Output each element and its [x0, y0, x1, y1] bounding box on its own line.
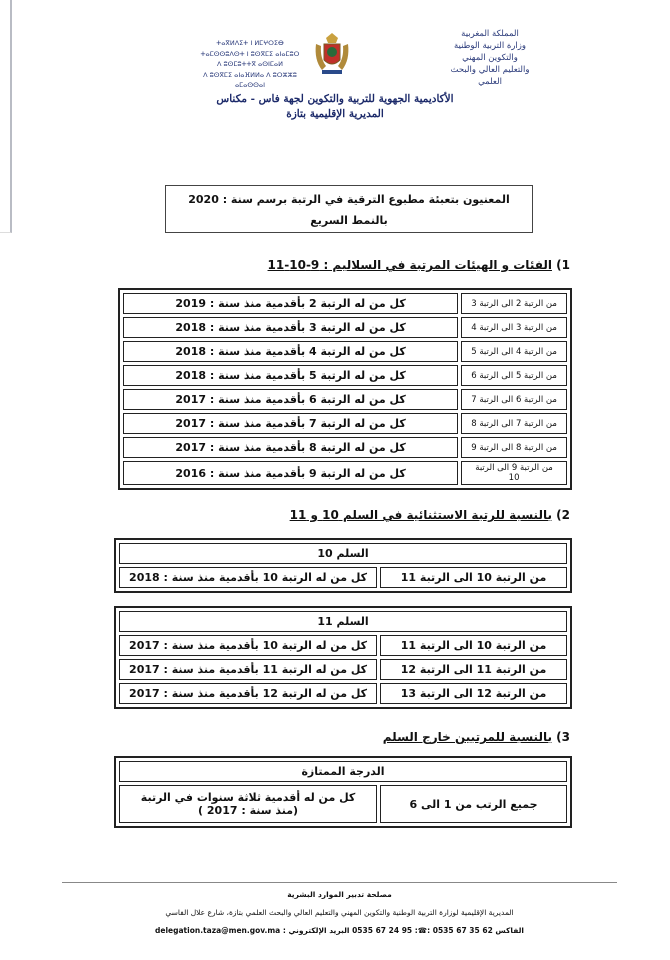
seniority-condition: كل من له الرتبة 4 بأقدمية منذ سنة : 2018	[123, 341, 458, 362]
tifinagh-line: ⵜⴰⵎⵙⵙⵓⴷⵙⵜ ⵏ ⵓⵙⴳⵎⵉ ⴰⵏⴰⵎⵓⵔ	[200, 49, 300, 58]
grade-range: من الرتبة 9 الى الرتبة 10	[461, 461, 567, 485]
seniority-condition: كل من له الرتبة 2 بأقدمية منذ سنة : 2019	[123, 293, 458, 314]
table-row	[123, 317, 567, 338]
tifinagh-line: ⵜⴰⴳⵍⴷⵉⵜ ⵏ ⵍⵎⵖⵔⵉⴱ	[216, 39, 284, 47]
section-2-heading	[290, 508, 570, 522]
seniority-condition: كل من له الرتبة 12 بأقدمية منذ سنة : 2017	[119, 683, 377, 704]
scale-11-table	[114, 606, 572, 709]
grade-range: من الرتبة 12 الى الرتبة 13	[380, 683, 567, 704]
table-row	[123, 437, 567, 458]
document-title	[165, 185, 533, 233]
section-1-heading	[268, 258, 570, 272]
academy-header	[170, 92, 500, 122]
ministry-line: والتعليم العالي والبحث العلمي	[450, 65, 530, 87]
table-row	[119, 785, 567, 823]
table-row	[123, 413, 567, 434]
grade-range: من الرتبة 2 الى الرتبة 3	[461, 293, 567, 314]
ministry-tifinagh	[190, 38, 310, 91]
section-3-heading	[383, 730, 570, 744]
section-number: 2)	[556, 508, 570, 522]
tifinagh-line: ⴷ ⵓⵙⴳⵎⵉ ⴰⵏⴰⴼⵍⵍⴰ ⴷ ⵓⵔⵣⵣⵓ ⴰⵎⴰⵙⵙⴰⵏ	[203, 70, 297, 89]
seniority-condition: كل من له الرتبة 3 بأقدمية منذ سنة : 2018	[123, 317, 458, 338]
seniority-condition: كل من له الرتبة 10 بأقدمية منذ سنة : 2018	[119, 567, 377, 588]
table-row	[119, 635, 567, 656]
scan-edge	[0, 0, 12, 233]
table-row	[123, 389, 567, 410]
seniority-condition: كل من له الرتبة 8 بأقدمية منذ سنة : 2017	[123, 437, 458, 458]
grade-range: من الرتبة 8 الى الرتبة 9	[461, 437, 567, 458]
ministry-line: المملكة المغربية	[461, 29, 519, 39]
grade-range: من الرتبة 6 الى الرتبة 7	[461, 389, 567, 410]
ministry-arabic	[440, 28, 540, 88]
section-title: بالنسبة للمرتبين خارج السلم	[382, 730, 552, 744]
ministry-line: وزارة التربية الوطنية	[453, 41, 527, 51]
out-of-scale-table	[114, 756, 572, 828]
scales-9-10-11-table	[118, 288, 572, 490]
tifinagh-line: ⴷ ⵓⵙⵎⵓⵜⵜⴳ ⴰⵙⵏⵎⴰⵍ	[216, 60, 283, 68]
grade-range: من الرتبة 5 الى الرتبة 6	[461, 365, 567, 386]
grade-range: من الرتبة 10 الى الرتبة 11	[380, 635, 567, 656]
coat-of-arms-icon	[312, 30, 352, 76]
academy-name: الأكاديمية الجهوية للتربية والتكوين لجهة فاس - مكناس	[216, 93, 454, 105]
condition-line: (منذ سنة : 2017 )	[198, 804, 299, 817]
seniority-condition	[119, 785, 377, 823]
table-header: السلم 11	[119, 611, 567, 632]
scale-10-table	[114, 538, 572, 593]
section-number: 3)	[556, 730, 570, 744]
seniority-condition: كل من له الرتبة 9 بأقدمية منذ سنة : 2016	[123, 461, 458, 485]
footer-service: مصلحة تدبير الموارد البشرية	[287, 890, 392, 899]
footer-contact: الفاكس 62 35 67 0535 :☎: 95 24 67 0535 البريد الإلكتروني : delegation.taza@men.gov.ma	[155, 926, 524, 935]
footer-address: المديرية الإقليمية لوزارة التربية الوطنية والتكوين المهني والتعليم العالي والبحث العلمي بتازة، شارع علال الفاسي	[165, 908, 514, 917]
footer	[62, 882, 617, 940]
table-row	[123, 293, 567, 314]
grade-range: من الرتبة 3 الى الرتبة 4	[461, 317, 567, 338]
table-row	[119, 659, 567, 680]
grade-range: من الرتبة 11 الى الرتبة 12	[380, 659, 567, 680]
grade-range: جميع الرتب من 1 الى 6	[380, 785, 567, 823]
directorate-name: المديرية الإقليمية بتازة	[286, 108, 384, 120]
condition-line: كل من له أقدمية ثلاثة سنوات في الرتبة	[140, 791, 356, 804]
table-header: الدرجة الممتازة	[119, 761, 567, 782]
grade-range: من الرتبة 7 الى الرتبة 8	[461, 413, 567, 434]
seniority-condition: كل من له الرتبة 11 بأقدمية منذ سنة : 2017	[119, 659, 377, 680]
grade-range: من الرتبة 4 الى الرتبة 5	[461, 341, 567, 362]
ministry-line: والتكوين المهني	[462, 53, 518, 63]
title-line-1: المعنيون بتعبئة مطبوع الترقية في الرتبة برسم سنة : 2020	[188, 193, 510, 206]
table-header: السلم 10	[119, 543, 567, 564]
seniority-condition: كل من له الرتبة 10 بأقدمية منذ سنة : 2017	[119, 635, 377, 656]
section-title: الفئات و الهيئات المرتبة في السلاليم : 9-10-11	[267, 258, 552, 272]
table-row	[119, 567, 567, 588]
section-number: 1)	[556, 258, 570, 272]
title-line-2: بالنمط السريع	[310, 214, 388, 227]
seniority-condition: كل من له الرتبة 5 بأقدمية منذ سنة : 2018	[123, 365, 458, 386]
table-row	[123, 461, 567, 485]
section-title: بالنسبة للرتبة الاستثنائية في السلم 10 و 11	[289, 508, 552, 522]
seniority-condition: كل من له الرتبة 7 بأقدمية منذ سنة : 2017	[123, 413, 458, 434]
table-row	[119, 683, 567, 704]
seniority-condition: كل من له الرتبة 6 بأقدمية منذ سنة : 2017	[123, 389, 458, 410]
table-row	[123, 365, 567, 386]
table-row	[123, 341, 567, 362]
grade-range: من الرتبة 10 الى الرتبة 11	[380, 567, 567, 588]
